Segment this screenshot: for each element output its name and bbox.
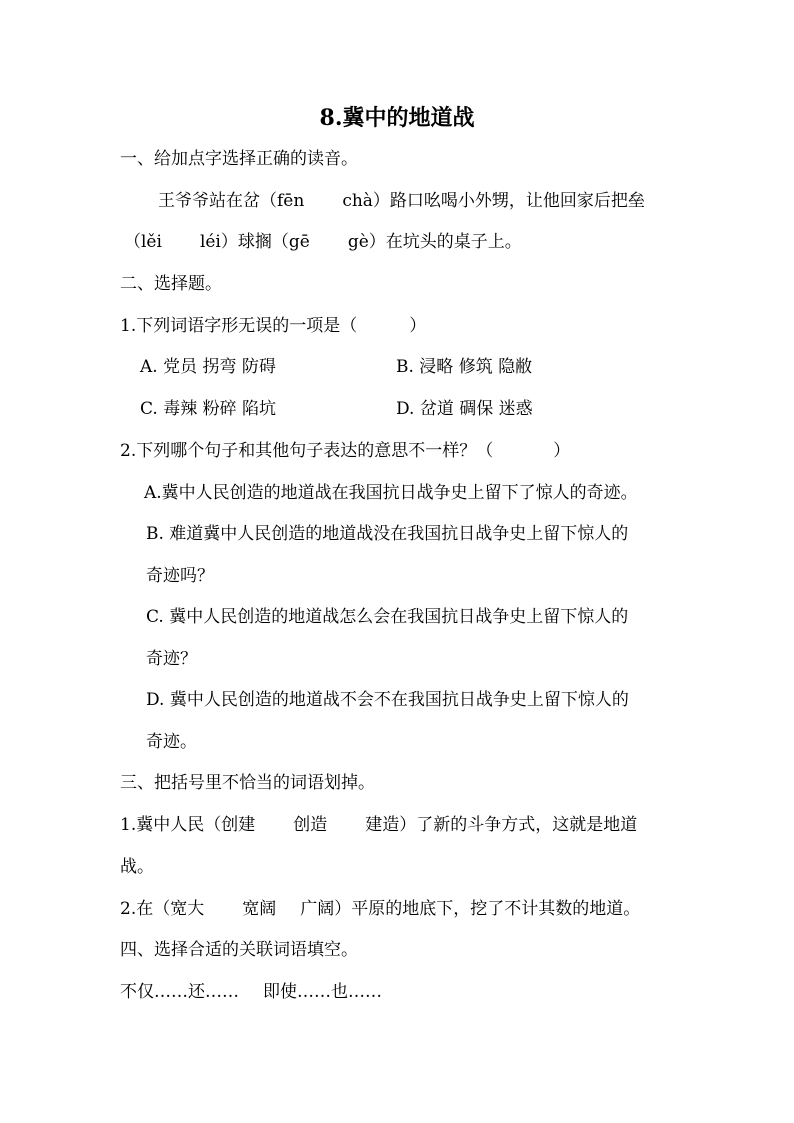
word-choice-text: 广阔）平原的地底下，挖了不计其数的地道。 — [300, 899, 641, 919]
option-2c-line-1: C. 冀中人民创造的地道战怎么会在我国抗日战争史上留下惊人的 — [146, 607, 629, 627]
question-2-stem — [120, 438, 694, 464]
connective-words: 不仅……还…… — [120, 982, 239, 1002]
option-2d-line-1: D. 冀中人民创造的地道战不会不在我国抗日战争史上留下惊人的 — [146, 690, 629, 710]
option-2c-line-2: 奇迹？ — [146, 649, 197, 669]
section-3-q2 — [120, 896, 694, 922]
option-2a: A.冀中人民创造的地道战在我国抗日战争史上留下了惊人的奇迹。 — [144, 483, 638, 503]
section-2-heading: 二、选择题。 — [120, 274, 222, 294]
section-1-heading: 一、给加点字选择正确的读音。 — [120, 149, 358, 169]
section-1-line-2 — [124, 229, 694, 255]
word-choice-text: 1.冀中人民（创建 — [120, 815, 256, 835]
option-1d: D. 岔道 碉保 迷惑 — [396, 399, 533, 419]
pinyin-choice-text: léi）球搁（gē — [199, 232, 310, 252]
option-1b: B. 浸略 修筑 隐敝 — [396, 357, 533, 377]
section-3-heading: 三、把括号里不恰当的词语划掉。 — [120, 773, 375, 793]
word-choice-text: 宽阔 — [242, 899, 277, 919]
pinyin-choice-text: （lěi — [124, 232, 162, 252]
option-2d-line-2: 奇迹。 — [146, 732, 197, 752]
word-choice-text: 2.在（宽大 — [120, 899, 205, 919]
pinyin-choice-text: 王爷爷站在岔（fēn — [158, 191, 305, 211]
option-2b-line-2: 奇迹吗？ — [146, 566, 214, 586]
connective-words: 即使……也…… — [263, 982, 382, 1002]
answer-bracket-close: ） — [409, 316, 427, 336]
word-choice-text: 建造）了新的斗争方式，这就是地道 — [365, 815, 638, 835]
section-3-q1-line-1 — [120, 812, 694, 838]
question-text: 2.下列哪个句子和其他句子表达的意思不一样？（ — [120, 441, 494, 461]
pinyin-choice-text: chà）路口吆喝小外甥，让他回家后把垒 — [342, 191, 645, 211]
answer-bracket-close: ） — [553, 441, 571, 461]
page-title: 8.冀中的地道战 — [319, 105, 475, 131]
section-4-heading: 四、选择合适的关联词语填空。 — [120, 940, 358, 960]
pinyin-choice-text: gè）在坑头的桌子上。 — [347, 232, 522, 252]
option-1a: A. 党员 拐弯 防碍 — [140, 357, 276, 377]
section-1-line-1 — [158, 188, 694, 214]
question-1-stem — [120, 313, 694, 339]
option-1c: C. 毒辣 粉碎 陷坑 — [140, 399, 277, 419]
question-text: 1.下列词语字形无误的一项是（ — [120, 316, 358, 336]
word-choice-text: 创造 — [293, 815, 328, 835]
section-3-q1-line-2: 战。 — [120, 857, 154, 877]
option-2b-line-1: B. 难道冀中人民创造的地道战没在我国抗日战争史上留下惊人的 — [146, 524, 629, 544]
section-4-word-bank — [120, 979, 694, 1005]
